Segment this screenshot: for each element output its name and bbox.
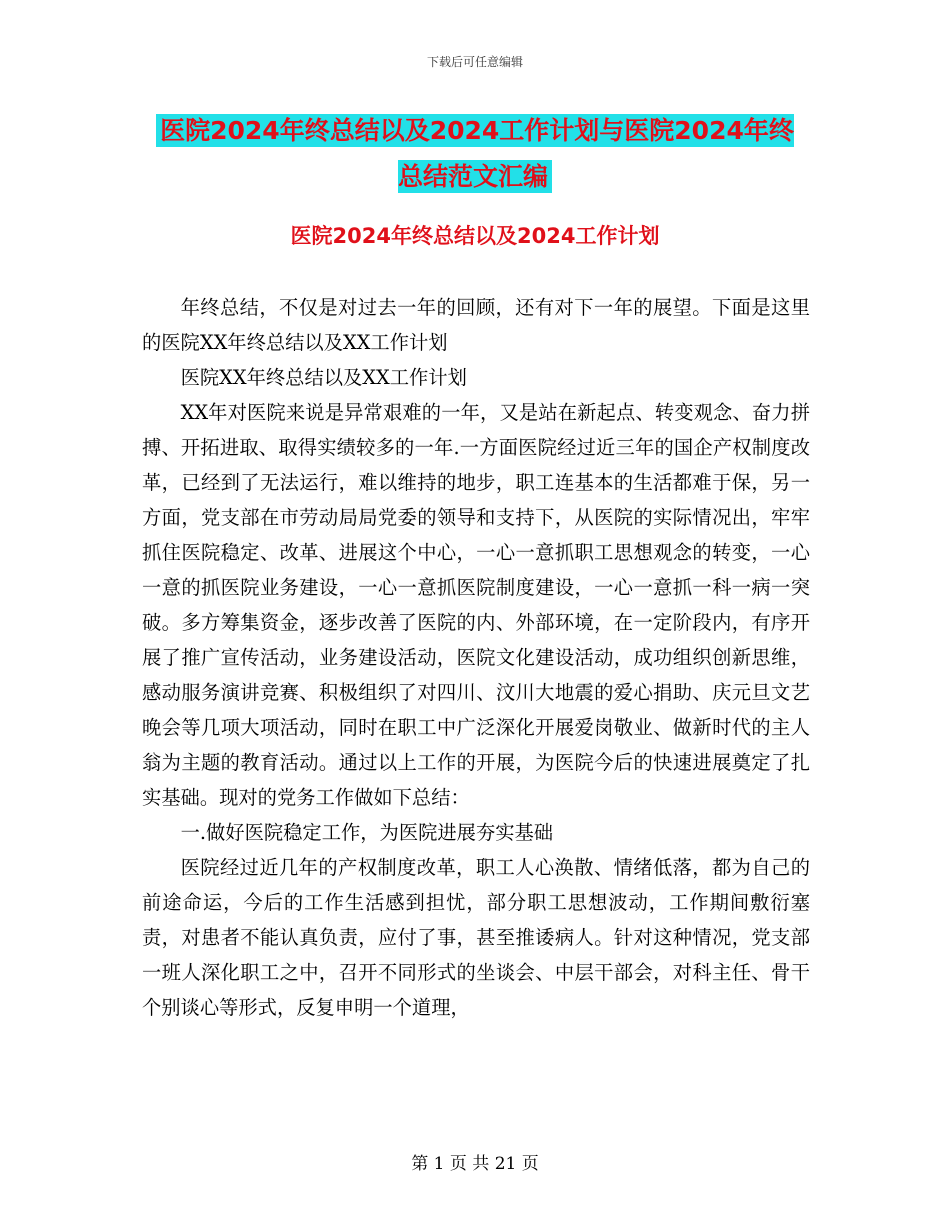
page-header-note: 下载后可任意编辑 <box>426 55 523 69</box>
paragraph-intro: 年终总结，不仅是对过去一年的回顾，还有对下一年的展望。下面是这里的医院XX年终总结以及XX工作计划 <box>142 296 810 354</box>
document-title <box>150 108 800 200</box>
document-title-text: 医院2024年终总结以及2024工作计划与医院2024年终总结范文汇编 <box>156 114 794 193</box>
paragraph-heading: 医院XX年终总结以及XX工作计划 <box>180 366 467 389</box>
document-body <box>142 290 810 1025</box>
paragraph-section-heading: 一.做好医院稳定工作，为医院进展夯实基础 <box>180 821 554 844</box>
paragraph-section-body: 医院经过近几年的产权制度改革，职工人心涣散、情绪低落，都为自己的前途命运，今后的工作生活感到担忧，部分职工思想波动，工作期间敷衍塞责，对患者不能认真负责，应付了事，甚至推诿病人。针对这种情况，党支部一班人深化职工之中，召开不同形式的坐谈会、中层干部会，对科主任、骨干个别谈心等形式，反复申明一个道理， <box>142 856 810 1019</box>
section-title: 医院2024年终总结以及2024工作计划 <box>290 224 660 248</box>
page-number-footer: 第 1 页 共 21 页 <box>411 1154 539 1174</box>
paragraph-main: XX年对医院来说是异常艰难的一年，又是站在新起点、转变观念、奋力拼搏、开拓进取、取得实绩较多的一年.一方面医院经过近三年的国企产权制度改革，已经到了无法运行，难以维持的地步，职工连基本的生活都难于保，另一方面，党支部在市劳动局局党委的领导和支持下，从医院的实际情况出，牢牢抓住医院稳定、改革、进展这个中心，一心一意抓职工思想观念的转变，一心一意的抓医院业务建设，一心一意抓医院制度建设，一心一意抓一科一病一突破。多方筹集资金，逐步改善了医院的内、外部环境，在一定阶段内，有序开展了推广宣传活动，业务建设活动，医院文化建设活动，成功组织创新思维，感动服务演讲竞赛、积极组织了对四川、汶川大地震的爱心捐助、庆元旦文艺晚会等几项大项活动，同时在职工中广泛深化开展爱岗敬业、做新时代的主人翁为主题的教育活动。通过以上工作的开展，为医院今后的快速进展奠定了扎实基础。现对的党务工作做如下总结： <box>142 401 810 809</box>
